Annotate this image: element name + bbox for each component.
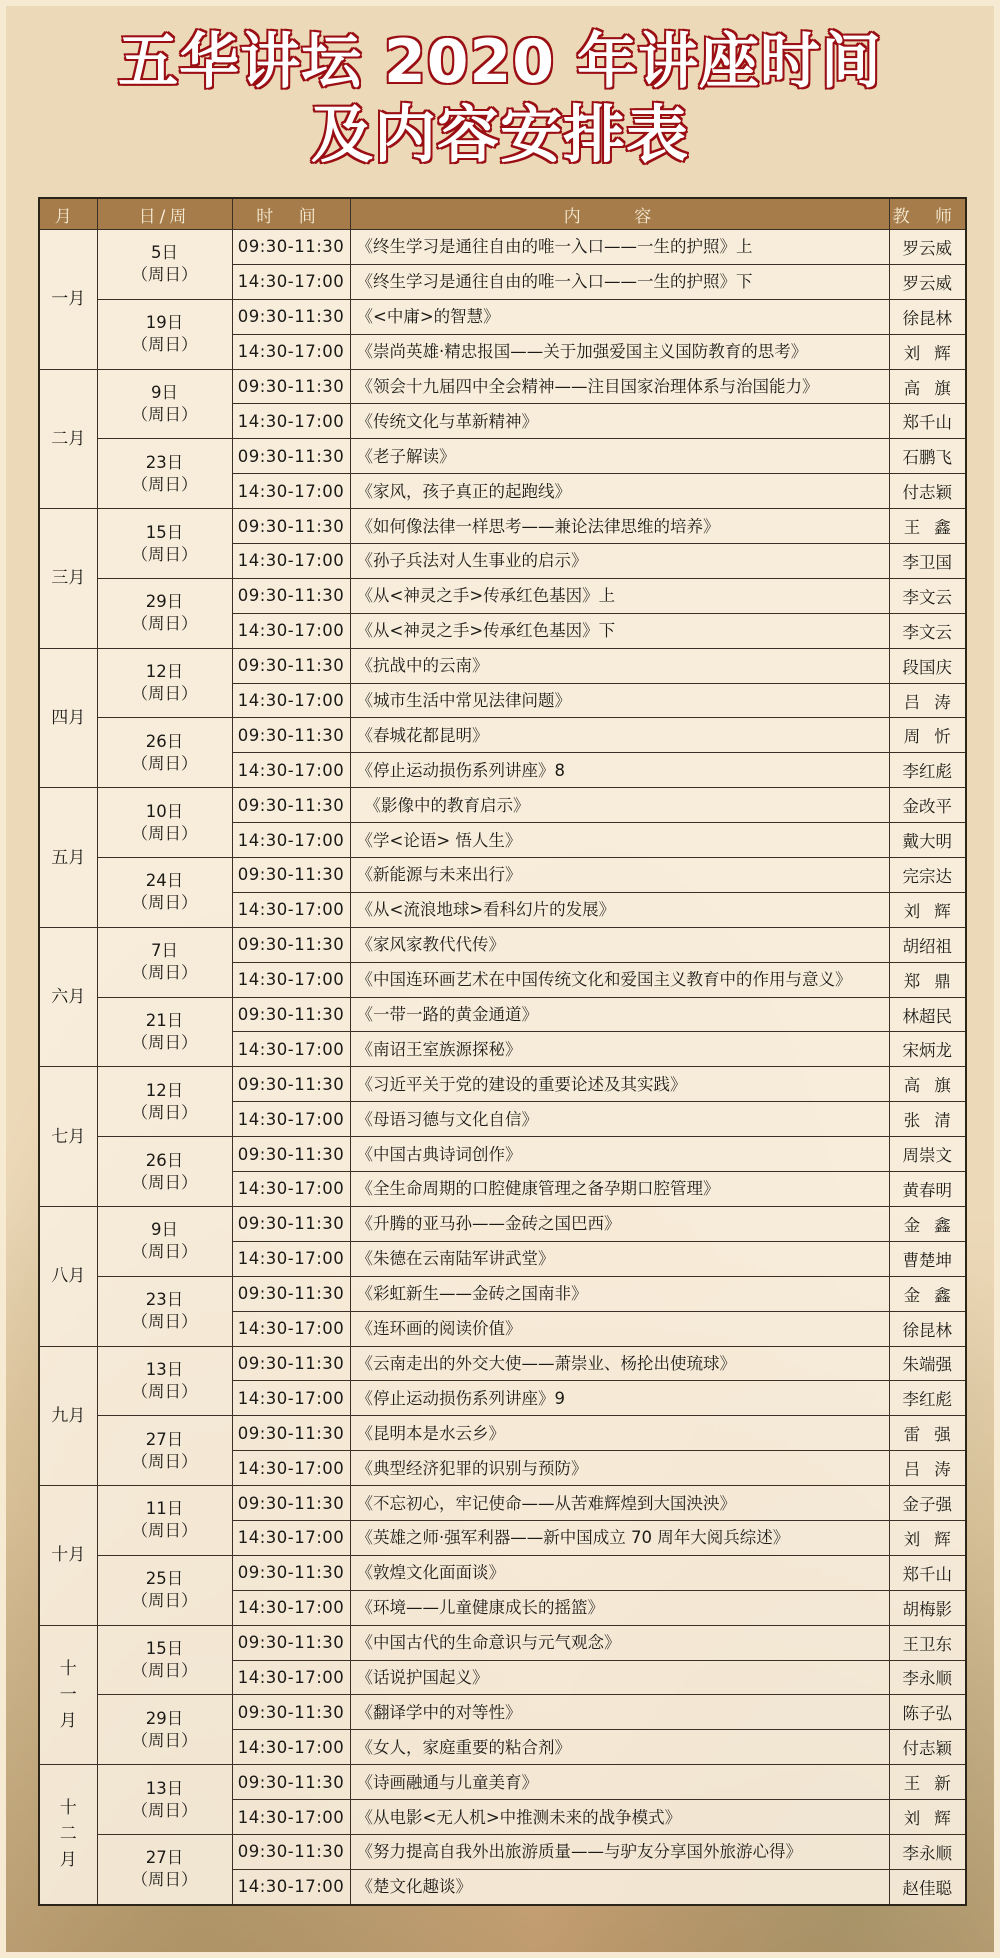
month-label: 三月 [51, 568, 86, 589]
weekday-label: （周日） [131, 1730, 198, 1750]
time-cell: 14:30-17:00 [232, 1381, 350, 1416]
schedule-body [39, 230, 966, 1905]
date-cell [97, 1555, 232, 1625]
table-row [39, 927, 966, 962]
table-row [39, 1555, 966, 1590]
date-label: 29日 [145, 592, 184, 612]
time-cell: 14:30-17:00 [232, 1869, 350, 1904]
lecture-title-cell: 《典型经济犯罪的识别与预防》 [350, 1451, 889, 1486]
time-cell: 14:30-17:00 [232, 1241, 350, 1276]
date-label: 12日 [145, 662, 184, 682]
time-cell: 09:30-11:30 [232, 648, 350, 683]
lecture-title-cell: 《云南走出的外交大使——萧崇业、杨抡出使琉球》 [350, 1346, 889, 1381]
date-label: 27日 [145, 1848, 184, 1868]
lecture-title-cell: 《从<流浪地球>看科幻片的发展》 [350, 892, 889, 927]
table-row [39, 299, 966, 334]
time-cell: 14:30-17:00 [232, 683, 350, 718]
lecture-title-cell: 《中国古代的生命意识与元气观念》 [350, 1625, 889, 1660]
date-label: 13日 [145, 1778, 184, 1798]
month-label: 二月 [51, 428, 86, 449]
teacher-cell: 赵佳聪 [889, 1869, 966, 1904]
header-month: 月 [39, 198, 97, 230]
time-cell: 14:30-17:00 [232, 962, 350, 997]
month-label: 五月 [51, 847, 86, 868]
date-label: 21日 [145, 1010, 184, 1030]
month-label: 四月 [51, 707, 86, 728]
lecture-title-cell: 《中国连环画艺术在中国传统文化和爱国主义教育中的作用与意义》 [350, 962, 889, 997]
date-cell [97, 927, 232, 997]
table-row [39, 1765, 966, 1800]
weekday-label: （周日） [131, 893, 198, 913]
lecture-title-cell: 《停止运动损伤系列讲座》9 [350, 1381, 889, 1416]
lecture-title-cell: 《<中庸>的智慧》 [350, 299, 889, 334]
month-label: 六月 [51, 987, 86, 1008]
date-label: 26日 [145, 731, 184, 751]
teacher-cell: 胡绍祖 [889, 927, 966, 962]
time-cell: 09:30-11:30 [232, 299, 350, 334]
time-cell: 09:30-11:30 [232, 509, 350, 544]
time-cell: 14:30-17:00 [232, 1730, 350, 1765]
time-cell: 09:30-11:30 [232, 578, 350, 613]
date-cell [97, 1276, 232, 1346]
lecture-title-cell: 《彩虹新生——金砖之国南非》 [350, 1276, 889, 1311]
month-cell [39, 1067, 97, 1207]
time-cell: 09:30-11:30 [232, 1137, 350, 1172]
lecture-title-cell: 《孙子兵法对人生事业的启示》 [350, 544, 889, 579]
weekday-label: （周日） [131, 1242, 198, 1262]
header-teacher: 教 师 [889, 198, 966, 230]
weekday-label: （周日） [131, 544, 198, 564]
page-title-line2: 及内容安排表 [310, 98, 689, 171]
time-cell: 14:30-17:00 [232, 1451, 350, 1486]
date-label: 23日 [145, 1290, 184, 1310]
teacher-cell: 李永顺 [889, 1834, 966, 1869]
teacher-cell: 罗云威 [889, 230, 966, 265]
weekday-label: （周日） [131, 1451, 198, 1471]
time-cell: 14:30-17:00 [232, 753, 350, 788]
date-label: 5日 [151, 243, 178, 263]
lecture-title-cell: 《从电影<无人机>中推测未来的战争模式》 [350, 1800, 889, 1835]
date-label: 15日 [145, 522, 184, 542]
time-cell: 09:30-11:30 [232, 369, 350, 404]
teacher-cell: 郑千山 [889, 404, 966, 439]
table-row [39, 578, 966, 613]
date-cell [97, 1346, 232, 1416]
weekday-label: （周日） [131, 1591, 198, 1611]
month-cell [39, 230, 97, 370]
weekday-label: （周日） [131, 823, 198, 843]
date-label: 9日 [151, 1220, 178, 1240]
teacher-cell: 宋炳龙 [889, 1032, 966, 1067]
teacher-cell: 完宗达 [889, 858, 966, 893]
teacher-cell: 张清 [889, 1102, 966, 1137]
time-cell: 09:30-11:30 [232, 1416, 350, 1451]
teacher-cell: 李永顺 [889, 1660, 966, 1695]
table-row [39, 1137, 966, 1172]
teacher-cell: 段国庆 [889, 648, 966, 683]
lecture-title-cell: 《城市生活中常见法律问题》 [350, 683, 889, 718]
weekday-label: （周日） [131, 963, 198, 983]
date-cell [97, 299, 232, 369]
teacher-cell: 金鑫 [889, 1276, 966, 1311]
lecture-title-cell: 《女人，家庭重要的粘合剂》 [350, 1730, 889, 1765]
table-row [39, 509, 966, 544]
teacher-cell: 金鑫 [889, 1206, 966, 1241]
lecture-title-cell: 《老子解读》 [350, 439, 889, 474]
time-cell: 14:30-17:00 [232, 474, 350, 509]
month-cell [39, 369, 97, 509]
date-label: 9日 [151, 382, 178, 402]
lecture-title-cell: 《家风，孩子真正的起跑线》 [350, 474, 889, 509]
date-label: 26日 [145, 1150, 184, 1170]
month-cell [39, 927, 97, 1067]
month-cell [39, 788, 97, 928]
lecture-schedule-table [38, 197, 967, 1906]
teacher-cell: 刘辉 [889, 1520, 966, 1555]
time-cell: 14:30-17:00 [232, 1520, 350, 1555]
date-cell [97, 858, 232, 928]
time-cell: 14:30-17:00 [232, 264, 350, 299]
teacher-cell: 吕涛 [889, 683, 966, 718]
date-label: 29日 [145, 1708, 184, 1728]
date-cell [97, 718, 232, 788]
table-row [39, 1276, 966, 1311]
lecture-title-cell: 《一带一路的黄金通道》 [350, 997, 889, 1032]
table-header-row [39, 198, 966, 230]
time-cell: 14:30-17:00 [232, 1590, 350, 1625]
month-label: 十月 [51, 1545, 86, 1566]
lecture-title-cell: 《习近平关于党的建设的重要论述及其实践》 [350, 1067, 889, 1102]
date-cell [97, 578, 232, 648]
month-cell [39, 509, 97, 649]
teacher-cell: 高旗 [889, 369, 966, 404]
teacher-cell: 朱端强 [889, 1346, 966, 1381]
lecture-title-cell: 《翻译学中的对等性》 [350, 1695, 889, 1730]
teacher-cell: 周忻 [889, 718, 966, 753]
lecture-title-cell: 《从<神灵之手>传承红色基因》上 [350, 578, 889, 613]
month-cell [39, 1765, 97, 1905]
date-cell [97, 439, 232, 509]
lecture-title-cell: 《如何像法律一样思考——兼论法律思维的培养》 [350, 509, 889, 544]
time-cell: 09:30-11:30 [232, 1555, 350, 1590]
lecture-title-cell: 《努力提高自我外出旅游质量——与驴友分享国外旅游心得》 [350, 1834, 889, 1869]
time-cell: 09:30-11:30 [232, 858, 350, 893]
time-cell: 14:30-17:00 [232, 544, 350, 579]
month-cell [39, 1206, 97, 1346]
lecture-title-cell: 《昆明本是水云乡》 [350, 1416, 889, 1451]
lecture-title-cell: 《家风家教代代传》 [350, 927, 889, 962]
time-cell: 09:30-11:30 [232, 1625, 350, 1660]
header-time: 时 间 [232, 198, 350, 230]
time-cell: 09:30-11:30 [232, 788, 350, 823]
time-cell: 14:30-17:00 [232, 823, 350, 858]
teacher-cell: 刘辉 [889, 334, 966, 369]
lecture-title-cell: 《南诏王室族源探秘》 [350, 1032, 889, 1067]
weekday-label: （周日） [131, 753, 198, 773]
teacher-cell: 石鹏飞 [889, 439, 966, 474]
weekday-label: （周日） [131, 1172, 198, 1192]
date-cell [97, 648, 232, 718]
weekday-label: （周日） [131, 1870, 198, 1890]
table-row [39, 1206, 966, 1241]
time-cell: 09:30-11:30 [232, 718, 350, 753]
date-cell [97, 1206, 232, 1276]
time-cell: 09:30-11:30 [232, 1206, 350, 1241]
time-cell: 14:30-17:00 [232, 613, 350, 648]
teacher-cell: 李卫国 [889, 544, 966, 579]
lecture-title-cell: 《话说护国起义》 [350, 1660, 889, 1695]
lecture-title-cell: 《抗战中的云南》 [350, 648, 889, 683]
date-label: 13日 [145, 1359, 184, 1379]
time-cell: 09:30-11:30 [232, 1834, 350, 1869]
lecture-title-cell: 《全生命周期的口腔健康管理之备孕期口腔管理》 [350, 1172, 889, 1207]
teacher-cell: 徐昆林 [889, 299, 966, 334]
weekday-label: （周日） [131, 1521, 198, 1541]
date-cell [97, 1067, 232, 1137]
weekday-label: （周日） [131, 1102, 198, 1122]
lecture-title-cell: 《停止运动损伤系列讲座》8 [350, 753, 889, 788]
teacher-cell: 雷强 [889, 1416, 966, 1451]
date-label: 25日 [145, 1569, 184, 1589]
teacher-cell: 李文云 [889, 613, 966, 648]
lecture-title-cell: 《楚文化趣谈》 [350, 1869, 889, 1904]
weekday-label: （周日） [131, 1661, 198, 1681]
time-cell: 14:30-17:00 [232, 1032, 350, 1067]
time-cell: 14:30-17:00 [232, 1800, 350, 1835]
date-label: 12日 [145, 1080, 184, 1100]
lecture-title-cell: 《英雄之师·强军利器——新中国成立 70 周年大阅兵综述》 [350, 1520, 889, 1555]
date-label: 10日 [145, 801, 184, 821]
time-cell: 09:30-11:30 [232, 1346, 350, 1381]
lecture-title-cell: 《崇尚英雄·精忠报国——关于加强爱国主义国防教育的思考》 [350, 334, 889, 369]
month-label: 十一月 [59, 1658, 77, 1731]
teacher-cell: 高旗 [889, 1067, 966, 1102]
month-label: 一月 [51, 289, 86, 310]
teacher-cell: 李红彪 [889, 753, 966, 788]
lecture-title-cell: 《中国古典诗词创作》 [350, 1137, 889, 1172]
lecture-title-cell: 《终生学习是通往自由的唯一入口——一生的护照》上 [350, 230, 889, 265]
table-row [39, 858, 966, 893]
page-title-line1: 五华讲坛 2020 年讲座时间 [118, 27, 882, 97]
time-cell: 09:30-11:30 [232, 1695, 350, 1730]
teacher-cell: 王鑫 [889, 509, 966, 544]
header-date: 日/周 [97, 198, 232, 230]
teacher-cell: 李文云 [889, 578, 966, 613]
lecture-title-cell: 《升腾的亚马孙——金砖之国巴西》 [350, 1206, 889, 1241]
month-cell [39, 648, 97, 788]
time-cell: 14:30-17:00 [232, 1660, 350, 1695]
table-row [39, 1067, 966, 1102]
date-cell [97, 1137, 232, 1207]
month-cell [39, 1625, 97, 1765]
lecture-title-cell: 《学<论语> 悟人生》 [350, 823, 889, 858]
time-cell: 14:30-17:00 [232, 404, 350, 439]
date-label: 11日 [145, 1499, 184, 1519]
weekday-label: （周日） [131, 1381, 198, 1401]
lecture-title-cell: 《母语习德与文化自信》 [350, 1102, 889, 1137]
lecture-title-cell: 《从<神灵之手>传承红色基因》下 [350, 613, 889, 648]
weekday-label: （周日） [131, 335, 198, 355]
lecture-title-cell: 《朱德在云南陆军讲武堂》 [350, 1241, 889, 1276]
lecture-title-cell: 《终生学习是通往自由的唯一入口——一生的护照》下 [350, 264, 889, 299]
time-cell: 14:30-17:00 [232, 892, 350, 927]
teacher-cell: 周崇文 [889, 1137, 966, 1172]
weekday-label: （周日） [131, 265, 198, 285]
teacher-cell: 付志颖 [889, 1730, 966, 1765]
lecture-title-cell: 《环境——儿童健康成长的摇篮》 [350, 1590, 889, 1625]
weekday-label: （周日） [131, 1800, 198, 1820]
time-cell: 09:30-11:30 [232, 1486, 350, 1521]
teacher-cell: 徐昆林 [889, 1311, 966, 1346]
teacher-cell: 刘辉 [889, 1800, 966, 1835]
time-cell: 14:30-17:00 [232, 1311, 350, 1346]
teacher-cell: 胡梅影 [889, 1590, 966, 1625]
table-row [39, 1486, 966, 1521]
time-cell: 09:30-11:30 [232, 1067, 350, 1102]
table-row [39, 718, 966, 753]
table-row [39, 230, 966, 265]
lecture-title-cell: 《不忘初心，牢记使命——从苦难辉煌到大国泱泱》 [350, 1486, 889, 1521]
date-cell [97, 1765, 232, 1835]
teacher-cell: 林超民 [889, 997, 966, 1032]
teacher-cell: 王卫东 [889, 1625, 966, 1660]
teacher-cell: 付志颖 [889, 474, 966, 509]
header-content: 内 容 [350, 198, 889, 230]
date-cell [97, 230, 232, 300]
lecture-title-cell: 《传统文化与革新精神》 [350, 404, 889, 439]
month-label: 十二月 [59, 1798, 77, 1871]
time-cell: 14:30-17:00 [232, 1172, 350, 1207]
date-cell [97, 788, 232, 858]
lecture-title-cell: 《领会十九届四中全会精神——注目国家治理体系与治国能力》 [350, 369, 889, 404]
table-row [39, 369, 966, 404]
table-row [39, 788, 966, 823]
table-row [39, 439, 966, 474]
date-cell [97, 1695, 232, 1765]
teacher-cell: 戴大明 [889, 823, 966, 858]
lecture-title-cell: 《敦煌文化面面谈》 [350, 1555, 889, 1590]
date-label: 27日 [145, 1429, 184, 1449]
date-cell [97, 369, 232, 439]
time-cell: 09:30-11:30 [232, 1765, 350, 1800]
table-row [39, 648, 966, 683]
time-cell: 09:30-11:30 [232, 927, 350, 962]
table-row [39, 1416, 966, 1451]
lecture-title-cell: 《影像中的教育启示》 [350, 788, 889, 823]
date-label: 24日 [145, 871, 184, 891]
table-row [39, 1834, 966, 1869]
lecture-title-cell: 《诗画融通与儿童美育》 [350, 1765, 889, 1800]
time-cell: 14:30-17:00 [232, 1102, 350, 1137]
date-cell [97, 1486, 232, 1556]
lecture-title-cell: 《春城花都昆明》 [350, 718, 889, 753]
time-cell: 09:30-11:30 [232, 439, 350, 474]
time-cell: 14:30-17:00 [232, 334, 350, 369]
teacher-cell: 金改平 [889, 788, 966, 823]
month-cell [39, 1486, 97, 1626]
teacher-cell: 李红彪 [889, 1381, 966, 1416]
date-label: 19日 [145, 313, 184, 333]
date-label: 15日 [145, 1639, 184, 1659]
month-cell [39, 1346, 97, 1486]
table-row [39, 1695, 966, 1730]
month-label: 七月 [51, 1126, 86, 1147]
date-label: 23日 [145, 452, 184, 472]
weekday-label: （周日） [131, 404, 198, 424]
table-row [39, 997, 966, 1032]
date-label: 7日 [151, 941, 178, 961]
date-cell [97, 997, 232, 1067]
date-cell [97, 1416, 232, 1486]
table-row [39, 1625, 966, 1660]
teacher-cell: 曹楚坤 [889, 1241, 966, 1276]
teacher-cell: 罗云威 [889, 264, 966, 299]
teacher-cell: 金子强 [889, 1486, 966, 1521]
time-cell: 09:30-11:30 [232, 1276, 350, 1311]
weekday-label: （周日） [131, 684, 198, 704]
month-label: 九月 [51, 1405, 86, 1426]
teacher-cell: 刘辉 [889, 892, 966, 927]
table-row [39, 1346, 966, 1381]
lecture-title-cell: 《连环画的阅读价值》 [350, 1311, 889, 1346]
date-cell [97, 1834, 232, 1904]
weekday-label: （周日） [131, 614, 198, 634]
teacher-cell: 郑鼎 [889, 962, 966, 997]
teacher-cell: 王新 [889, 1765, 966, 1800]
weekday-label: （周日） [131, 1032, 198, 1052]
month-label: 八月 [51, 1266, 86, 1287]
teacher-cell: 陈子弘 [889, 1695, 966, 1730]
time-cell: 09:30-11:30 [232, 230, 350, 265]
date-cell [97, 1625, 232, 1695]
teacher-cell: 郑千山 [889, 1555, 966, 1590]
time-cell: 09:30-11:30 [232, 997, 350, 1032]
teacher-cell: 黄春明 [889, 1172, 966, 1207]
lecture-title-cell: 《新能源与未来出行》 [350, 858, 889, 893]
date-cell [97, 509, 232, 579]
teacher-cell: 吕涛 [889, 1451, 966, 1486]
weekday-label: （周日） [131, 474, 198, 494]
weekday-label: （周日） [131, 1312, 198, 1332]
